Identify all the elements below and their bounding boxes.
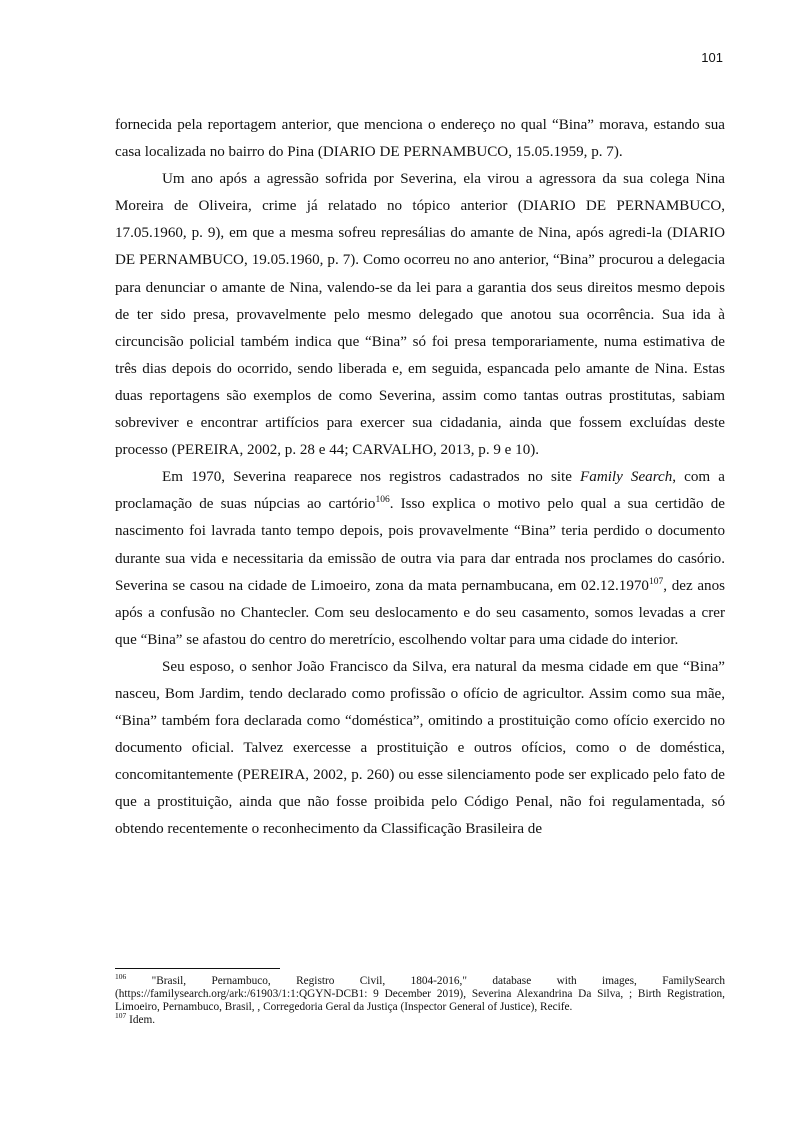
family-search-title: Family Search [580, 469, 673, 486]
paragraph [115, 464, 725, 654]
paragraph-text: . Isso explica o motivo pelo qual a sua certidão de nascimento foi lavrada tanto tempo depois, pois provavelmente “Bina” teria perdido o documento durante sua vida e necessitaria da emissão de outra via para dar entrada nos proclames do casório. Severina se casou na cidade de Limoeiro, zona da mata pernambucana, em 02.12.1970 [115, 496, 725, 594]
footnote-number: 107 [115, 1011, 127, 1021]
footnote-106 [115, 972, 726, 1014]
footnote-number: 106 [115, 972, 127, 982]
footnote-107 [115, 1011, 725, 1027]
body-text [115, 112, 725, 844]
paragraph-text: fornecida pela reportagem anterior, que menciona o endereço no qual “Bina” morava, estando sua casa localizada no bairro do Pina (DIARIO DE PERNAMBUCO, 15.05.1959, p. 7). [115, 117, 725, 161]
footnote-separator [115, 968, 280, 969]
paragraph [115, 654, 725, 844]
footnote-reference: 106 [375, 495, 390, 506]
page-number: 101 [701, 50, 723, 65]
paragraph-text: , dez anos após a confusão no Chantecler. Com seu deslocamento e do seu casamento, somos levadas a crer que “Bina” se afastou do centro do meretrício, escolhendo voltar para uma cidade do interior. [115, 577, 725, 648]
paragraph-text: Seu esposo, o senhor João Francisco da Silva, era natural da mesma cidade em que “Bina” nasceu, Bom Jardim, tendo declarado como profissão o ofício de agricultor. Assim como sua mãe, “Bina” também fora declarada como “doméstica”, omitindo a prostituição como ofício exercido no documento oficial. Talvez exercesse a prostituição e outros ofícios, como o de doméstica, concomitantemente (PEREIRA, 2002, p. 260) ou esse silenciamento pode ser explicado pelo fato de que a prostituição, ainda que não fosse proibida pelo Código Penal, não foi regulamentada, só obtendo recentemente o reconhecimento da Classificação Brasileira de [115, 658, 725, 838]
footnote-text: "Brasil, Pernambuco, Registro Civil, 1804-2016," database with images, FamilySearch (https://familysearch.org/ark:/61903/1:1:QGYN-DCB1: 9 December 2019), Severina Alexandrina Da Silva, ; Birth Registration, Limoeiro, Pernambuco, Brasil, , Corregedoria Geral da Justiça (Inspector General of Justice), Recife. [115, 975, 726, 1014]
paragraph [115, 166, 725, 464]
paragraph-text: Um ano após a agressão sofrida por Severina, ela virou a agressora da sua colega Nina Moreira de Oliveira, crime já relatado no tópico anterior (DIARIO DE PERNAMBUCO, 17.05.1960, p. 9), em que a mesma sofreu represálias do amante de Nina, após agredi-la (DIARIO DE PERNAMBUCO, 19.05.1960, p. 7). Como ocorreu no ano anterior, “Bina” procurou a delegacia para denunciar o amante de Nina, valendo-se da lei para a garantia dos seus direitos mesmo depois de ter sido presa, provavelmente pelo mesmo delegado que anotou sua ocorrência. Sua ida à circuncisão policial também indica que “Bina” só foi presa temporariamente, numa estimativa de três dias depois do ocorrido, sendo liberada e, em seguida, espancada pelo amante de Nina. Estas duas reportagens são exemplos de como Severina, assim como tantas outras prostitutas, sabiam sobreviver e encontrar artifícios para exercer sua cidadania, ainda que fossem excluídas deste processo (PEREIRA, 2002, p. 28 e 44; CARVALHO, 2013, p. 9 e 10). [115, 171, 725, 459]
paragraph-text: , com a proclamação de suas núpcias ao cartório [115, 469, 725, 513]
paragraph-text: Em 1970, Severina reaparece nos registros cadastrados no site [162, 469, 581, 486]
footnotes [115, 972, 726, 1027]
footnote-text: Idem. [129, 1014, 156, 1027]
footnote-reference: 107 [648, 576, 664, 587]
paragraph [115, 112, 725, 166]
